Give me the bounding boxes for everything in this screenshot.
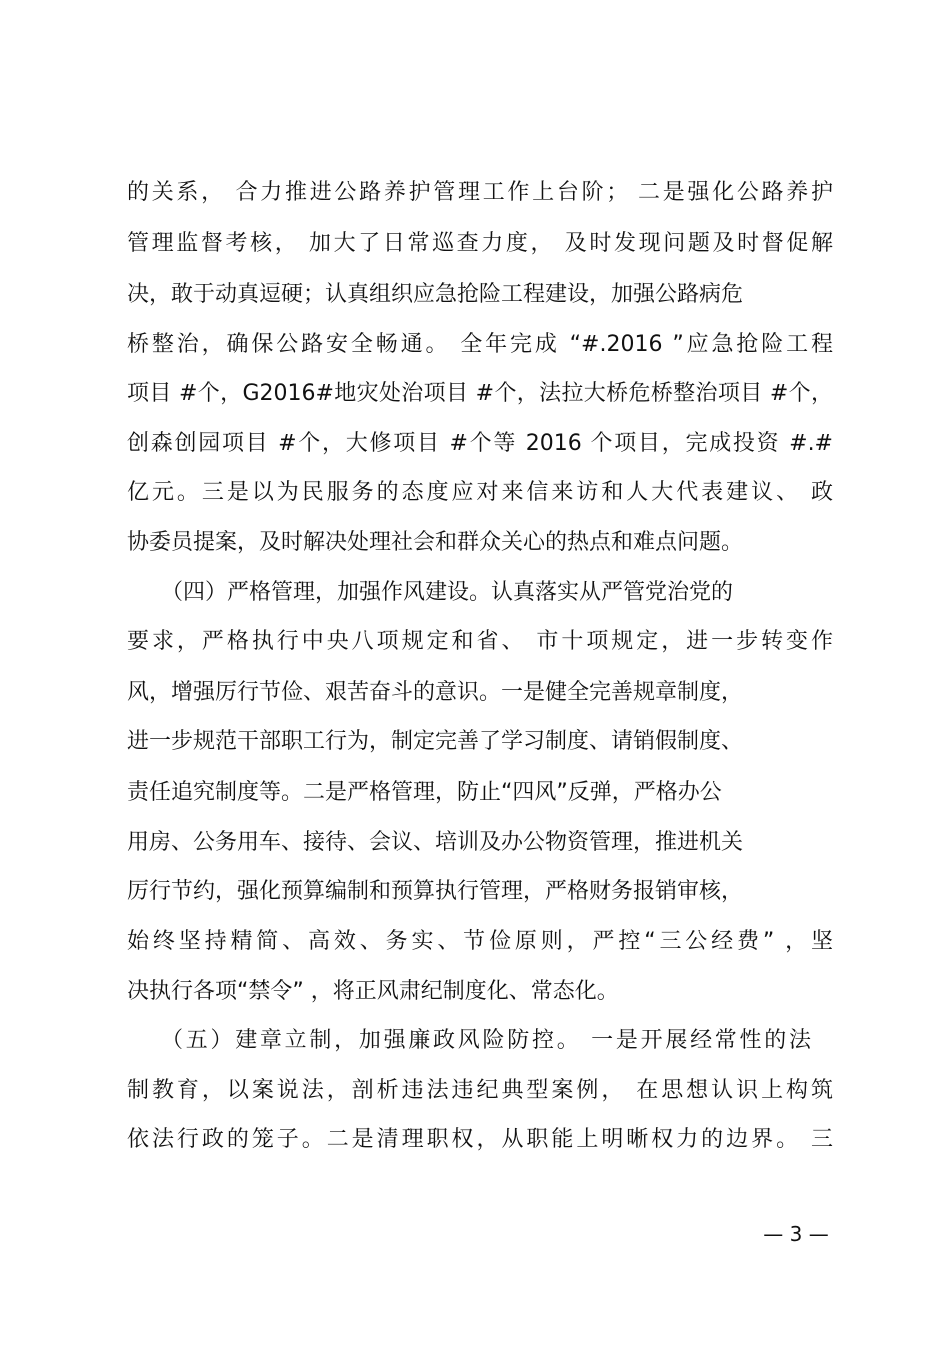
text-line-4: 桥整治，确保公路安全畅通。 全年完成 “#.2016 ”应急抢险工程	[127, 332, 833, 357]
text-line-17: 决执行各项“禁令” ，将正风肃纪制度化、常态化。	[127, 979, 619, 1004]
text-line-18: （五）建章立制，加强廉政风险防控。 一是开展经常性的法	[161, 1028, 811, 1053]
text-line-14: 用房、公务用车、接待、会议、培训及办公物资管理，推进机关	[127, 830, 744, 855]
page-number: — 3 —	[763, 1222, 829, 1246]
text-line-8: 协委员提案，及时解决处理社会和群众关心的热点和难点问题。	[127, 530, 744, 555]
text-line-19: 制教育，以案说法，剖析违法违纪典型案例， 在思想认识上构筑	[127, 1078, 833, 1103]
text-line-2: 管理监督考核， 加大了日常巡查力度， 及时发现问题及时督促解	[127, 231, 833, 256]
text-line-5: 项目 #个，G2016#地灾处治项目 #个，法拉大桥危桥整治项目 #个，	[127, 381, 833, 406]
text-line-15: 厉行节约，强化预算编制和预算执行管理，严格财务报销审核，	[127, 879, 744, 904]
text-line-3: 决，敢于动真逗硬；认真组织应急抢险工程建设，加强公路病危	[127, 282, 744, 307]
text-line-16: 始终坚持精简、高效、务实、节俭原则，严控“三公经费” ，坚	[127, 929, 833, 954]
text-line-11: 风，增强厉行节俭、艰苦奋斗的意识。一是健全完善规章制度，	[127, 680, 744, 705]
text-line-13: 责任追究制度等。二是严格管理，防止“四风”反弹，严格办公	[127, 780, 722, 805]
text-line-1: 的关系， 合力推进公路养护管理工作上台阶； 二是强化公路养护	[127, 180, 833, 205]
text-line-6: 创森创园项目 #个，大修项目 #个等 2016 个项目，完成投资 #.#	[127, 431, 833, 456]
text-line-7: 亿元。三是以为民服务的态度应对来信来访和人大代表建议、 政	[127, 480, 833, 505]
text-line-9: （四）严格管理，加强作风建设。认真落实从严管党治党的	[161, 580, 734, 605]
text-line-12: 进一步规范干部职工行为，制定完善了学习制度、请销假制度、	[127, 729, 744, 754]
text-line-10: 要求，严格执行中央八项规定和省、 市十项规定，进一步转变作	[127, 629, 833, 654]
text-line-20: 依法行政的笼子。二是清理职权，从职能上明晰权力的边界。 三	[127, 1127, 833, 1152]
